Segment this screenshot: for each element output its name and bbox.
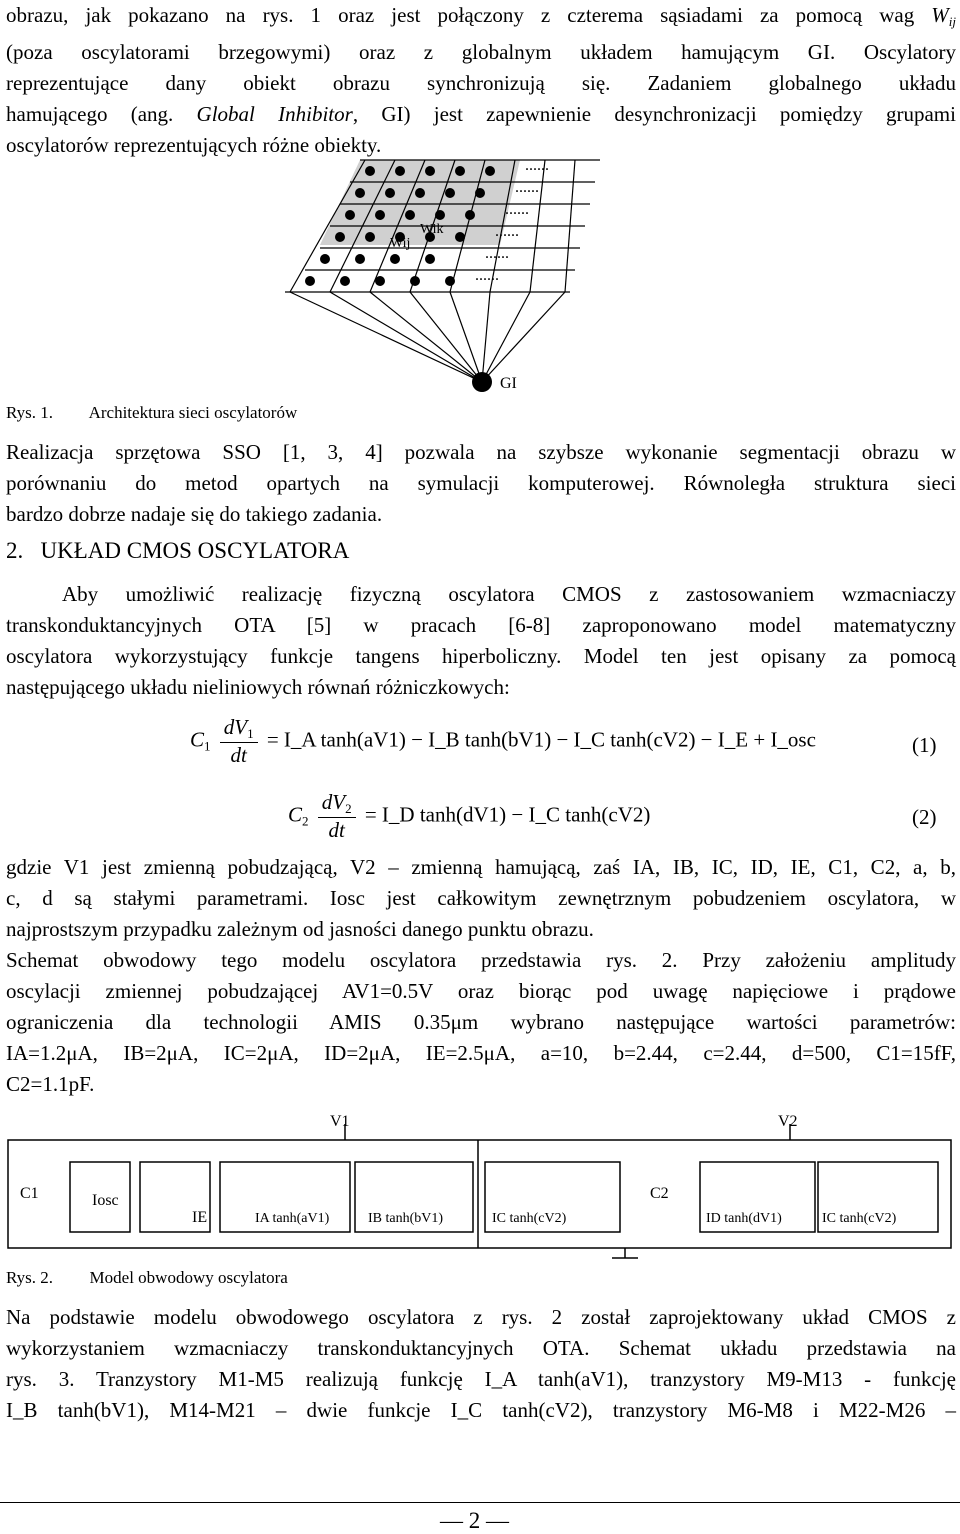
ie-label: IE [192,1209,208,1226]
ib-label: IB tanh(bV1) [368,1211,444,1226]
p5-line-1: Na podstawie modelu obwodowego oscylatora z rys. 2 został zaprojektowany układ CMOS z [6,1305,956,1329]
p3-line-4: następującego układu nieliniowych równań różniczkowych: [6,675,510,699]
wik-label: Wik [420,222,444,237]
svg-text:......: ...... [485,245,509,262]
p5-line-4: I_B tanh(bV1), M14-M21 – dwie funkcje I_C tanh(cV2), tranzystory M6-M8 i M22-M26 – [6,1398,956,1422]
figure-2-caption-text: Model obwodowy oscylatora [89,1268,288,1287]
id-label: ID tanh(dV1) [706,1211,782,1226]
wij-label: Wij [390,236,411,251]
svg-text:......: ...... [495,223,519,240]
intro-line-1: obrazu, jak pokazano na rys. 1 oraz jest połączony z czterema sąsiadami za pomocą wag $W_{ij}$ [6,3,956,29]
p2-line-2: porównaniu do metod opartych na symulacji komputerowej. Równoległa struktura sieci [6,471,956,495]
gi-label: GI [500,375,517,392]
p5-line-2: wykorzystaniem wzmacniaczy transkonduktancyjnych OTA. Schemat układu przedstawia na [6,1336,956,1360]
figure-1-caption [6,403,297,423]
svg-text:......: ...... [525,157,549,174]
p4-line-7: IA=1.2μA, IB=2μA, IC=2μA, ID=2μA, IE=2.5μA, a=10, b=2.44, c=2.44, d=500, C1=15fF, [6,1041,956,1065]
paragraph-3 [6,579,956,703]
ia-label: IA tanh(aV1) [255,1211,330,1226]
intro-line-2: (poza oscylatorami brzegowymi) oraz z globalnym układem hamującym GI. Oscylatory [6,40,956,64]
p4-line-5: oscylacji zmiennej pobudzającej AV1=0.5V oraz biorąc pod uwagę napięciowe i prądowe [6,979,956,1003]
intro-line-3: reprezentujące dany obiekt obrazu synchronizują się. Zadaniem globalnego układu [6,71,956,95]
eq2-fraction: $\frac{dV_2}{dt}$ [318,790,356,843]
section-heading: 2. UKŁAD CMOS OSCYLATORA [6,538,350,563]
paragraph-4 [6,852,956,1100]
paragraph-2 [6,437,956,530]
figure-1-network-diagram [270,150,630,400]
equation-2: $C_2$ $\frac{dV_2}{dt}$ = I_D tanh(dV1) − I_C tanh(cV2) [288,790,651,842]
eq2-rhs: = I_D tanh(dV1) − I_C tanh(cV2) [364,802,651,827]
p4-line-3: najprostszym przypadku zależnym od jasności danego punktu obrazu. [6,917,594,941]
ic2-label: IC tanh(cV2) [822,1211,897,1226]
page-number: — 2 — [440,1508,509,1533]
footer-rule [0,1502,960,1503]
iosc-label: Iosc [92,1192,119,1209]
svg-text:......: ...... [515,179,539,196]
equation-2-number: (2) [912,805,937,829]
intro-paragraph [6,0,956,161]
figure-1-caption-number: Rys. 1. [6,403,54,422]
p4-line-4: Schemat obwodowy tego modelu oscylatora przedstawia rys. 2. Przy założeniu amplitudy [6,948,956,972]
p3-line-2: transkonduktancyjnych OTA [5] w pracach [6-8] zaproponowano model matematyczny [6,613,956,637]
c1-label: C1 [20,1185,39,1202]
p4-line-2: c, d są stałymi parametrami. Iosc jest całkowitym zewnętrznym pobudzeniem oscylatora, w [6,886,956,910]
ic1-label: IC tanh(cV2) [492,1211,567,1226]
p2-line-1: Realizacja sprzętowa SSO [1, 3, 4] pozwala na szybsze wykonanie segmentacji obrazu w [6,440,956,464]
eq1-rhs: = I_A tanh(aV1) − I_B tanh(bV1) − I_C tanh(cV2) − I_E + I_osc [266,727,816,752]
svg-text:......: ...... [475,267,499,284]
figure-2-circuit-diagram [0,1110,960,1260]
p3-line-1: Aby umożliwić realizację fizyczną oscylatora CMOS z zastosowaniem wzmacniaczy [62,582,956,606]
p4-line-1: gdzie V1 jest zmienną pobudzającą, V2 – zmienną hamującą, zaś IA, IB, IC, ID, IE, C1, C2, a, b, [6,855,956,879]
equation-1: $C_1$ $\frac{dV_1}{dt}$ = I_A tanh(aV1) − I_B tanh(bV1) − I_C tanh(cV2) − I_E + I_osc [190,715,816,767]
c2-label: C2 [650,1185,669,1202]
p2-line-3: bardzo dobrze nadaje się do takiego zadania. [6,502,383,526]
svg-text:......: ...... [505,201,529,218]
p4-line-6: ograniczenia dla technologii AMIS 0.35μm wybrano następujące wartości parametrów: [6,1010,956,1034]
figure-1-caption-text: Architektura sieci oscylatorów [88,403,298,422]
figure-2-caption-number: Rys. 2. [6,1268,54,1287]
p5-line-3: rys. 3. Tranzystory M1-M5 realizują funkcję I_A tanh(aV1), tranzystory M9-M13 - funkcję [6,1367,956,1391]
intro-line-4: hamującego (ang. Global Inhibitor, GI) jest zapewnienie desynchronizacji pomiędzy grupami [6,102,956,126]
p4-line-8: C2=1.1pF. [6,1072,95,1096]
paragraph-5 [6,1302,956,1426]
intro-line-5: oscylatorów reprezentujących różne obiekty. [6,133,382,157]
figure-2-caption [6,1268,288,1288]
equation-1-number: (1) [912,733,937,757]
p3-line-3: oscylatora wykorzystujący funkcje tangens hiperboliczny. Model ten jest opisany za pomocą [6,644,956,668]
v2-label: V2 [778,1113,798,1130]
eq1-fraction: $\frac{dV_1}{dt}$ [220,715,258,768]
v1-label: V1 [330,1113,350,1130]
